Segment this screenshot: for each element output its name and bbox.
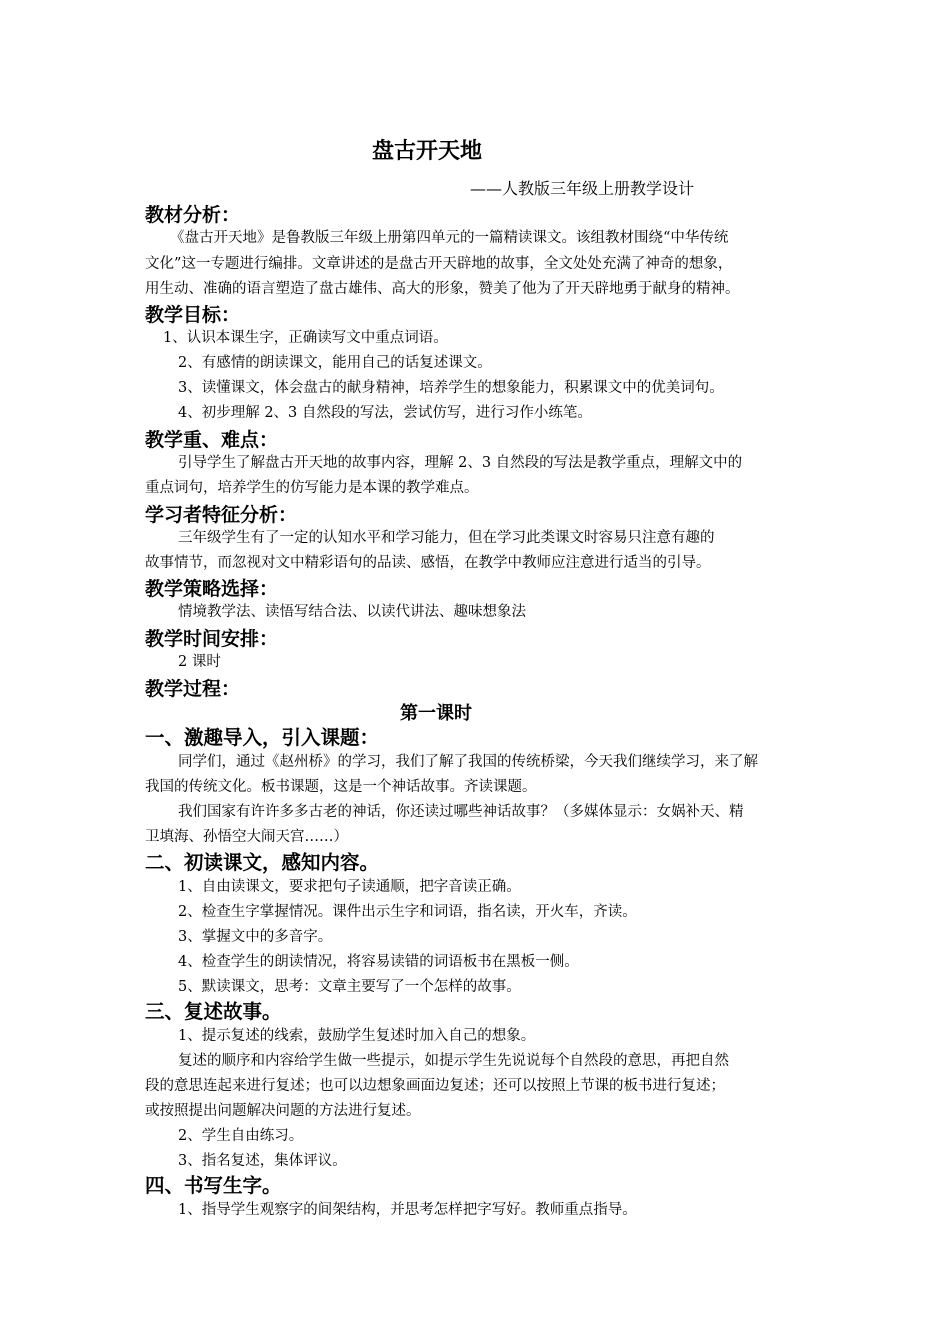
section-heading-process: 教学过程：	[145, 678, 241, 700]
list-item: 4、检查学生的朗读情况，将容易读错的词语板书在黑板一侧。	[178, 954, 579, 970]
goal-item: 1、认识本课生字，正确读写文中重点词语。	[163, 330, 448, 346]
step-heading: 三、复述故事。	[145, 1000, 282, 1023]
list-item: 1、自由读课文，要求把句子读通顺，把字音读正确。	[178, 879, 521, 895]
paragraph-line: 段的意思连起来进行复述；也可以边想象画面边复述；还可以按照上节课的板书进行复述；	[145, 1078, 725, 1094]
section-heading-goals: 教学目标：	[145, 304, 241, 326]
document-title: 盘古开天地	[372, 139, 483, 164]
section-heading-time: 教学时间安排：	[145, 628, 279, 650]
goal-item: 2、有感情的朗读课文，能用自己的话复述课文。	[178, 355, 492, 371]
list-item: 2、学生自由练习。	[178, 1128, 304, 1144]
list-item: 1、指导学生观察字的间架结构，并思考怎样把字写好。教师重点指导。	[178, 1202, 637, 1218]
section-heading-learner: 学习者特征分析：	[145, 504, 298, 526]
paragraph-line: 《盘古开天地》是鲁教版三年级上册第四单元的一篇精读课文。该组教材围绕“中华传统	[170, 230, 729, 246]
step-heading: 四、书写生字。	[145, 1174, 282, 1197]
list-item: 2、检查生字掌握情况。课件出示生字和词语，指名读，开火车，齐读。	[178, 904, 637, 920]
paragraph-line: 或按照提出问题解决问题的方法进行复述。	[145, 1103, 421, 1119]
goal-item: 4、初步理解 2、3 自然段的写法，尝试仿写，进行习作小练笔。	[178, 405, 592, 421]
section-heading-strategy: 教学策略选择：	[145, 578, 279, 600]
paragraph-line: 卫填海、孙悟空大闹天宫……）	[145, 829, 348, 845]
paragraph-line: 复述的顺序和内容给学生做一些提示，如提示学生先说说每个自然段的意思，再把自然	[178, 1053, 729, 1069]
paragraph-line: 文化”这一专题进行编排。文章讲述的是盘古开天辟地的故事，全文处处充满了神奇的想象，	[145, 256, 733, 272]
paragraph-line: 情境教学法、读悟写结合法、以读代讲法、趣味想象法	[178, 604, 526, 620]
paragraph-line: 2 课时	[178, 654, 221, 670]
section-heading-analysis: 教材分析：	[145, 204, 241, 226]
list-item: 3、掌握文中的多音字。	[178, 929, 333, 945]
section-heading-key-points: 教学重、难点：	[145, 429, 279, 451]
paragraph-line: 引导学生了解盘古开天地的故事内容，理解 2、3 自然段的写法是教学重点，理解文中的	[178, 455, 743, 471]
lesson-heading: 第一课时	[400, 703, 472, 724]
paragraph-line: 同学们，通过《赵州桥》的学习，我们了解了我国的传统桥梁，今天我们继续学习，来了解	[178, 754, 758, 770]
step-heading: 一、激趣导入，引入课题：	[145, 726, 380, 749]
list-item: 5、默读课文，思考：文章主要写了一个怎样的故事。	[178, 979, 521, 995]
document-subtitle: ——人教版三年级上册教学设计	[470, 179, 695, 198]
list-item: 3、指名复述，集体评议。	[178, 1153, 347, 1169]
step-heading: 二、初读课文，感知内容。	[145, 851, 380, 874]
goal-item: 3、读懂课文，体会盘古的献身精神，培养学生的想象能力，积累课文中的优美词句。	[178, 380, 724, 396]
paragraph-line: 我国的传统文化。板书课题，这是一个神话故事。齐读课题。	[145, 779, 537, 795]
paragraph-line: 三年级学生有了一定的认知水平和学习能力，但在学习此类课文时容易只注意有趣的	[178, 530, 715, 546]
paragraph-line: 我们国家有许许多多古老的神话，你还读过哪些神话故事？（多媒体显示：女娲补天、精	[178, 804, 744, 820]
paragraph-line: 重点词句，培养学生的仿写能力是本课的教学难点。	[145, 480, 479, 496]
list-item: 1、提示复述的线索，鼓励学生复述时加入自己的想象。	[178, 1028, 536, 1044]
paragraph-line: 故事情节，而忽视对文中精彩语句的品读、感悟，在教学中教师应注意进行适当的引导。	[145, 555, 711, 571]
paragraph-line: 用生动、准确的语言塑造了盘古雄伟、高大的形象，赞美了他为了开天辟地勇于献身的精神。	[145, 281, 740, 297]
